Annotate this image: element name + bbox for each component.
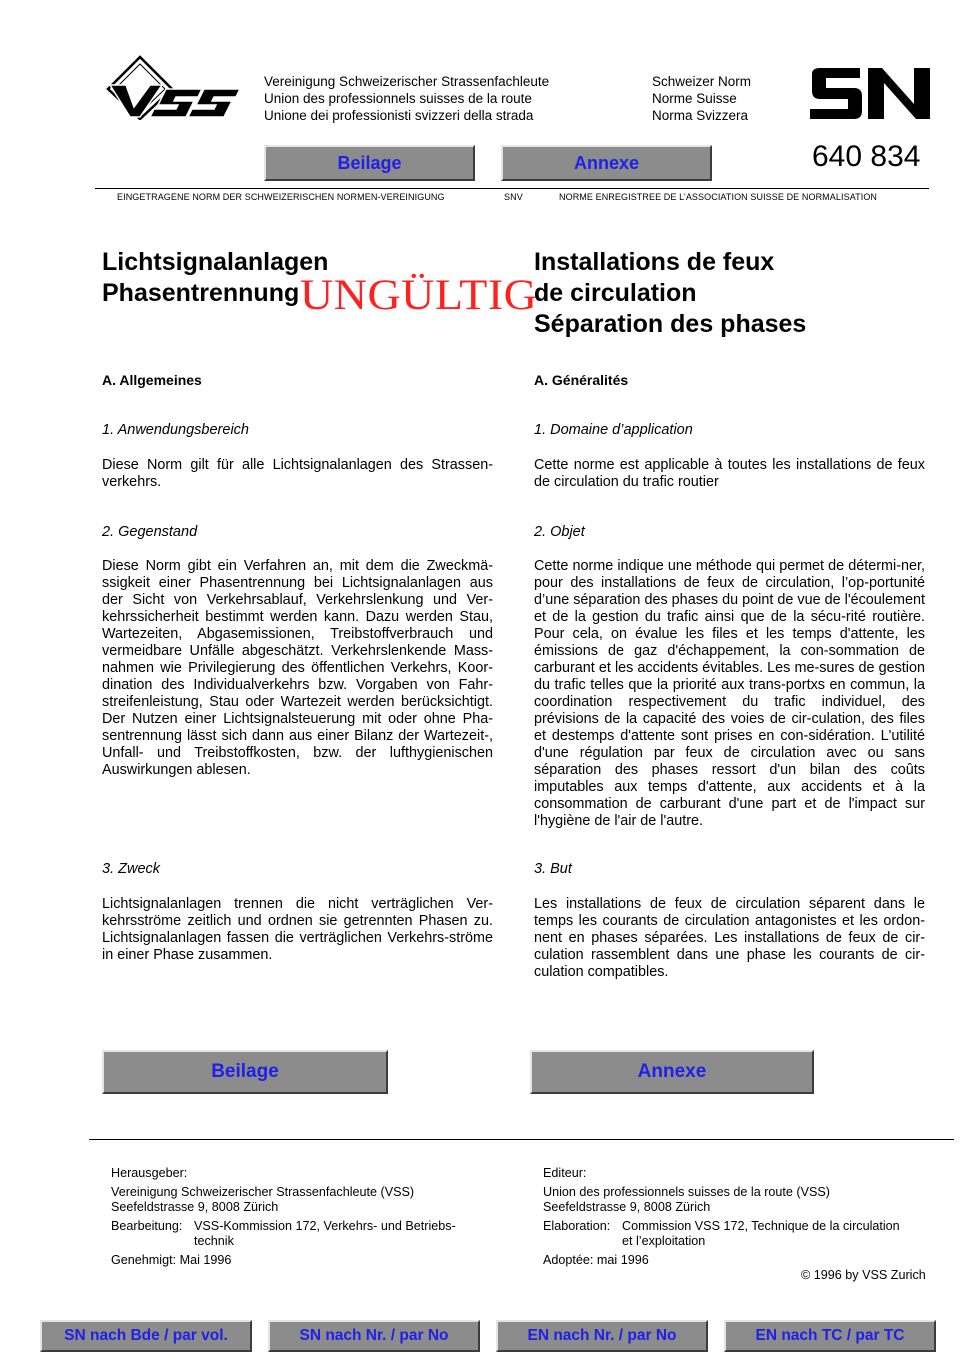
section-a-de: A. Allgemeines xyxy=(102,372,202,388)
title-de-line1: Lichtsignalanlagen xyxy=(102,248,329,276)
title-fr xyxy=(534,247,806,340)
org-name-de: Vereinigung Schweizerischer Strassenfachleute xyxy=(264,74,550,89)
sn-by-number-button[interactable]: SN nach Nr. / par No xyxy=(268,1320,480,1352)
footer-divider xyxy=(89,1139,954,1140)
s1-text-fr: Cette norme est applicable à toutes les installations de feux de circulation du trafic routier xyxy=(534,457,925,490)
sn-by-volume-button[interactable]: SN nach Bde / par vol. xyxy=(40,1320,252,1352)
publisher-label-de: Herausgeber: xyxy=(111,1166,188,1180)
beilage-button-top[interactable]: Beilage xyxy=(264,145,475,181)
vss-logo xyxy=(106,55,246,120)
registered-norm-de: EINGETRAGENE NORM DER SCHWEIZERISCHEN NORMEN-VEREINIGUNG xyxy=(117,192,445,202)
invalid-watermark: UNGÜLTIG xyxy=(300,270,538,319)
publisher-label-fr: Editeur: xyxy=(543,1166,587,1180)
s2-text-de: Diese Norm gibt ein Verfahren an, mit dem die Zweckmä-ssigkeit einer Phasentrennung bei Lichtsignalanlagen aus der Sicht von Verkehrsablauf, Verkehrslenkung und Ver-kehrssicherheit bestimmt werden kann. Dazu werden Stau, Wartezeiten, Abgasemissionen, Treibstoffverbrauch und vermeidbare Unfälle abgeschätzt. Verkehrslenkende Mass-nahmen wie Privilegierung des öffentlichen Verkehrs, Koor-dination des Individualverkehrs bzw. Vorgaben von Fahr-streifenleistung, Stau oder Wartezeit werden berücksichtigt. Der Nutzen einer Lichtsignalsteuerung mit oder ohne Pha-sentrennung lässt sich dann aus einer Bilanz der Wartezeit-, Unfall- und Treibstoffkosten, bzw. der lufthygienischen Auswirkungen ablesen. xyxy=(102,558,493,778)
edit-label-fr: Elaboration: xyxy=(543,1219,611,1233)
title-de-line2: Phasentrennung xyxy=(102,279,300,307)
edit-line2-fr: et l’exploitation xyxy=(622,1234,706,1248)
title-fr-line1: Installations de feux xyxy=(534,248,775,276)
annexe-button-top[interactable]: Annexe xyxy=(501,145,712,181)
s1-title-fr: 1. Domaine d’application xyxy=(534,422,693,438)
s3-text-fr: Les installations de feux de circulation séparent dans le temps les courants de circulation antagonistes et les ordon-nent en phases séparées. Les installations de feux de cir-culation rassemblent dans une phase les courants de cir-culation compatibles. xyxy=(534,896,925,980)
publisher-fr: Union des professionnels suisses de la route (VSS) xyxy=(543,1185,831,1199)
org-name-fr: Union des professionnels suisses de la route xyxy=(264,91,532,106)
registered-norm-fr: NORME ENREGISTREE DE L’ASSOCIATION SUISSE DE NORMALISATION xyxy=(559,192,878,202)
address-de: Seefeldstrasse 9, 8008 Zürich xyxy=(111,1200,279,1214)
publisher-de: Vereinigung Schweizerischer Strassenfachleute (VSS) xyxy=(111,1185,415,1199)
beilage-button-bottom[interactable]: Beilage xyxy=(102,1050,388,1094)
org-name-it: Unione dei professionisti svizzeri della strada xyxy=(264,108,534,123)
en-by-number-button[interactable]: EN nach Nr. / par No xyxy=(496,1320,708,1352)
header-divider xyxy=(95,188,929,189)
title-fr-line3: Séparation des phases xyxy=(534,310,807,338)
norm-label-fr: Norme Suisse xyxy=(652,91,737,106)
title-fr-line2: de circulation xyxy=(534,279,697,307)
document-number: 640 834 xyxy=(812,140,921,173)
approved-fr: Adoptée: mai 1996 xyxy=(543,1253,649,1267)
norm-label-it: Norma Svizzera xyxy=(652,108,749,123)
edit-line1-fr: Commission VSS 172, Technique de la circulation xyxy=(622,1219,900,1233)
title-de xyxy=(102,247,328,309)
s3-text-de: Lichtsignalanlagen trennen die nicht verträglichen Ver-kehrsströme zeitlich und ordnen sie getrennten Phasen zu. Lichtsignalanlagen fassen die verträglichen Verkehrs-ströme in einer Phase zusammen. xyxy=(102,896,493,963)
snv-label: SNV xyxy=(504,192,523,202)
sn-logo xyxy=(808,66,932,121)
s3-title-de: 3. Zweck xyxy=(102,861,161,877)
address-fr: Seefeldstrasse 9, 8008 Zürich xyxy=(543,1200,711,1214)
edit-line2-de: technik xyxy=(194,1234,234,1248)
norm-label-de: Schweizer Norm xyxy=(652,74,752,89)
edit-label-de: Bearbeitung: xyxy=(111,1219,183,1233)
annexe-button-bottom[interactable]: Annexe xyxy=(530,1050,814,1094)
s3-title-fr: 3. But xyxy=(534,861,572,877)
s2-text-fr: Cette norme indique une méthode qui permet de détermi-ner, pour des installations de feux de circulation, l’op-portunité d’une séparation des phases du point de vue de l'écoulement et de la gestion du trafic ainsi que de la sécu-rité routière. Pour cela, on évalue les files et les temps d'attente, les émissions de gaz d'échappement, la con-sommation de carburant et les accidents évitables. Les me-sures de gestion du trafic telles que la priorité aux trans-portxs en commun, la coordination respectivement du trafic individuel, des prévisions de la capacité des voies de cir-culation, des files et destemps d'attente sont prises en con-sidération. L'utilité d'une régulation par feux de circulation avec ou sans séparation des phases ressort d'un bilan des coûts imputables aux temps d'attente, aux accidents et à la consommation de carburant d'une part et de l'impact sur l'hygiène de l'air de l'autre. xyxy=(534,558,925,829)
s1-text-de: Diese Norm gilt für alle Lichtsignalanlagen des Strassen-verkehrs. xyxy=(102,457,493,490)
s1-title-de: 1. Anwendungsbereich xyxy=(102,422,249,438)
s2-title-fr: 2. Objet xyxy=(534,524,585,540)
edit-line1-de: VSS-Kommission 172, Verkehrs- und Betriebs- xyxy=(194,1219,456,1233)
en-by-tc-button[interactable]: EN nach TC / par TC xyxy=(724,1320,936,1352)
section-a-fr: A. Généralités xyxy=(534,372,629,388)
approved-de: Genehmigt: Mai 1996 xyxy=(111,1253,232,1267)
s2-title-de: 2. Gegenstand xyxy=(102,524,198,540)
copyright: © 1996 by VSS Zurich xyxy=(801,1268,926,1282)
